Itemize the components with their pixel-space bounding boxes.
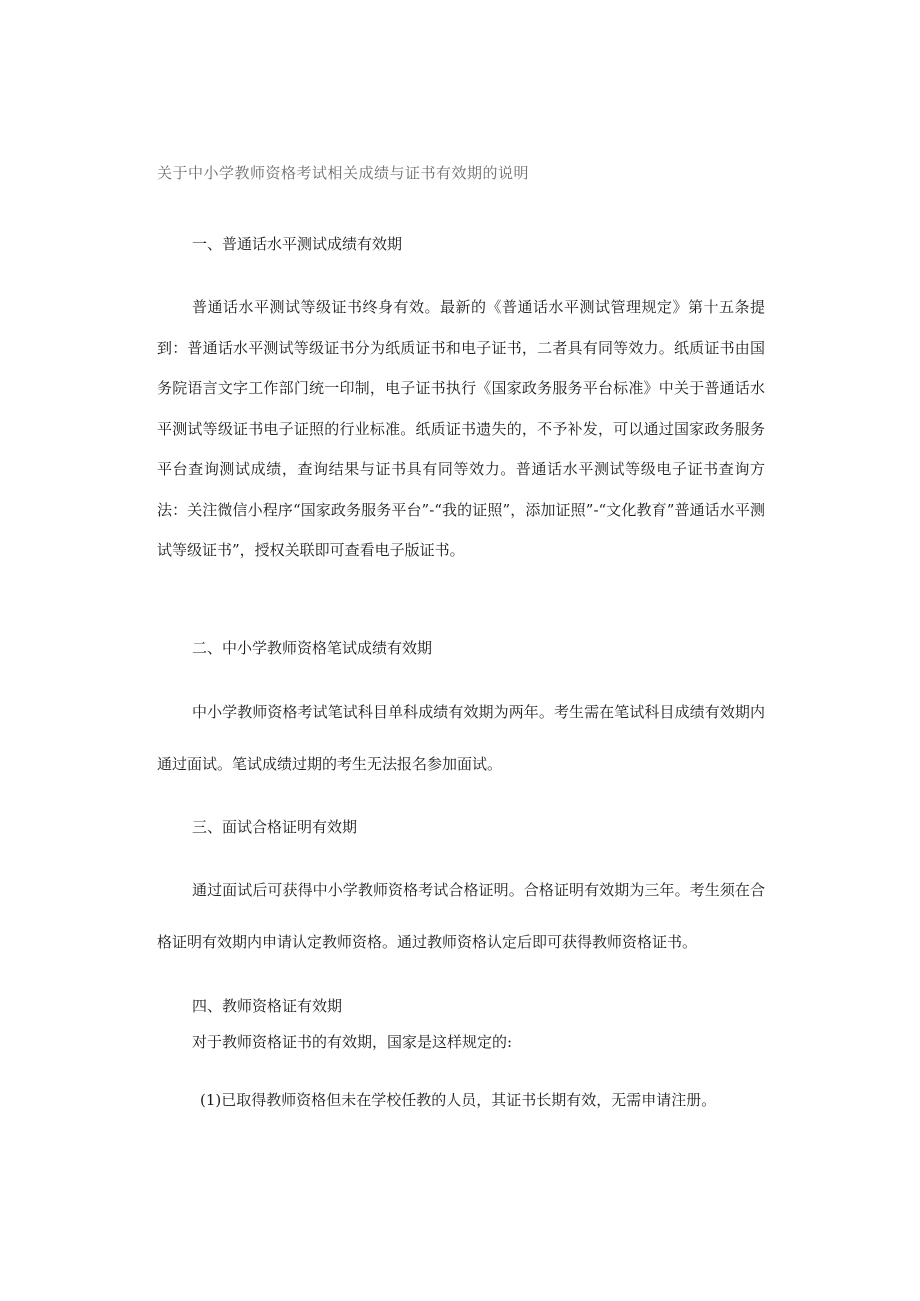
- section-2-body: 中小学教师资格考试笔试科目单科成绩有效期为两年。考生需在笔试科目成绩有效期内通过面试。笔试成绩过期的考生无法报名参加面试。: [157, 703, 765, 773]
- section-2-heading: 二、中小学教师资格笔试成绩有效期: [192, 639, 433, 657]
- section-1-heading: 一、普通话水平测试成绩有效期: [192, 235, 403, 253]
- section-4-heading: 四、教师资格证有效期: [192, 997, 343, 1015]
- section-3-body: 通过面试后可获得中小学教师资格考试合格证明。合格证明有效期为三年。考生须在合格证明有效期内申请认定教师资格。通过教师资格认定后即可获得教师资格证书。: [157, 881, 765, 951]
- section-4-item-1: (1)已取得教师资格但未在学校任教的人员，其证书长期有效，无需申请注册。: [200, 1091, 717, 1109]
- section-4-intro: 对于教师资格证书的有效期，国家是这样规定的:: [192, 1033, 513, 1051]
- section-3-heading: 三、面试合格证明有效期: [192, 818, 358, 836]
- section-1-body: 普通话水平测试等级证书终身有效。最新的《普通话水平测试管理规定》第十五条提到：普通话水平测试等级证书分为纸质证书和电子证书，二者具有同等效力。纸质证书由国务院语言文字工作部门统一印制，电子证书执行《国家政务服务平台标准》中关于普通话水平测试等级证书电子证照的行业标准。纸质证书遗失的，不予补发，可以通过国家政务服务平台查询测试成绩，查询结果与证书具有同等效力。普通话水平测试等级电子证书查询方法：关注微信小程序“国家政务服务平台”-“我的证照”，添加证照”-“文化教育”普通话水平测试等级证书”，授权关联即可查看电子版证书。: [157, 298, 765, 559]
- document-title: 关于中小学教师资格考试相关成绩与证书有效期的说明: [157, 164, 530, 182]
